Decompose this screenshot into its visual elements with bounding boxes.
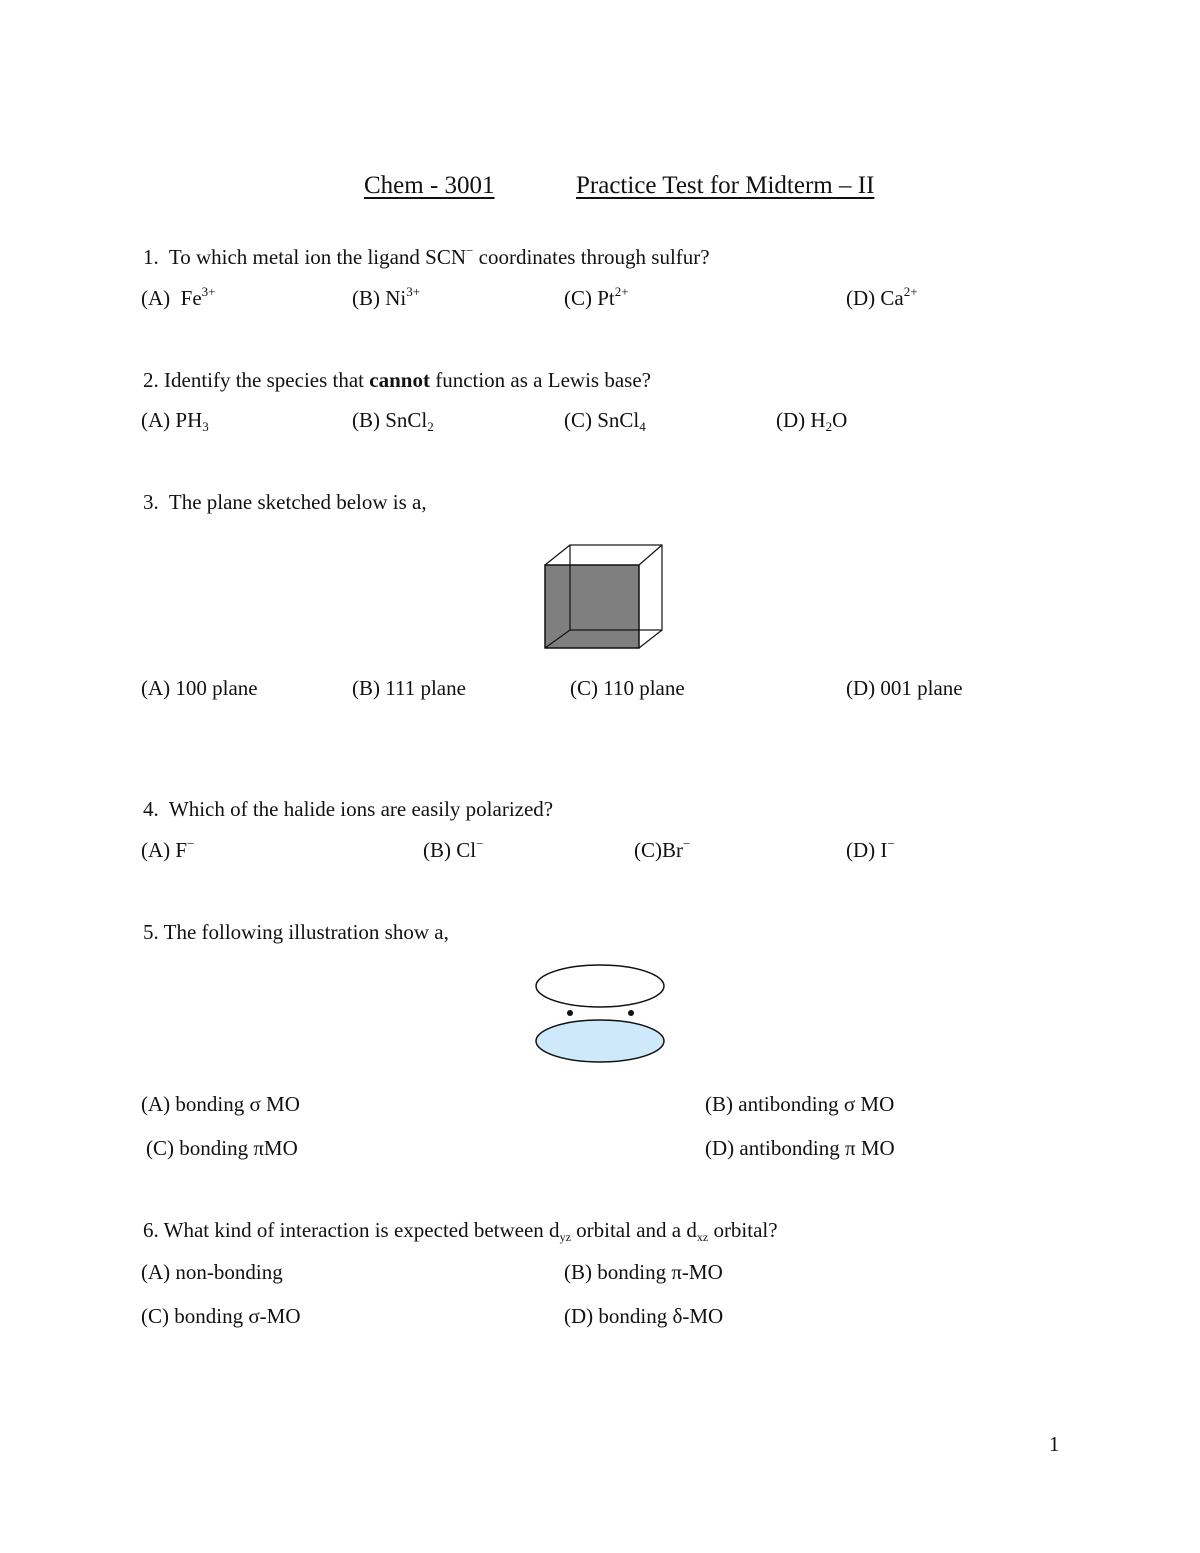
q3-option-b[interactable] <box>352 678 466 699</box>
q1-option-d[interactable] <box>846 284 918 310</box>
subscript: 2 <box>427 419 434 434</box>
question-number: 5. <box>143 920 159 944</box>
option-label: (B) <box>705 1092 733 1116</box>
option-label: (C) <box>564 408 592 432</box>
q3-option-a[interactable] <box>141 678 258 699</box>
question-number: 2. <box>143 368 159 392</box>
question-text: To which metal ion the ligand SCN <box>168 245 467 269</box>
q1-option-a[interactable] <box>141 284 216 310</box>
question-5 <box>143 922 449 943</box>
orbital-lobe-top <box>536 965 664 1007</box>
option-text: bonding π-MO <box>597 1260 723 1284</box>
option-label: (D) <box>705 1136 735 1160</box>
option-label: (B) <box>352 408 380 432</box>
cube-edge <box>545 545 570 565</box>
q2-option-a[interactable] <box>141 408 209 434</box>
option-label: (D) <box>846 286 876 310</box>
option-label: (D) <box>776 408 806 432</box>
charge-superscript: 2+ <box>903 284 918 299</box>
q5-option-d[interactable] <box>705 1138 895 1159</box>
option-label: (A) <box>141 1260 171 1284</box>
option-text: Cl <box>456 838 477 862</box>
option-text: bonding πMO <box>179 1136 298 1160</box>
charge-superscript: − <box>187 836 195 851</box>
cube-edge <box>639 545 662 565</box>
option-label: (A) <box>141 408 171 432</box>
charge-superscript: 2+ <box>614 284 629 299</box>
option-label: (A) <box>141 286 171 310</box>
option-text: Br <box>662 838 683 862</box>
option-text: 111 plane <box>385 676 466 700</box>
question-2 <box>143 370 651 391</box>
orbital-lobe-bottom <box>536 1020 664 1062</box>
option-text: Ni <box>385 286 407 310</box>
cube-plane-figure <box>540 540 670 655</box>
option-text: Pt <box>597 286 615 310</box>
charge-superscript: − <box>683 836 691 851</box>
option-text: PH <box>175 408 203 432</box>
page-title: Practice Test for Midterm – II <box>576 172 875 199</box>
option-text: bonding σ MO <box>175 1092 300 1116</box>
question-number: 3. <box>143 490 159 514</box>
q2-option-b[interactable] <box>352 408 434 434</box>
nucleus-dot-right <box>628 1010 634 1016</box>
option-label: (B) <box>352 286 380 310</box>
q6-option-c[interactable] <box>141 1306 301 1327</box>
q5-option-a[interactable] <box>141 1094 300 1115</box>
q4-option-a[interactable] <box>141 836 195 862</box>
question-text: Identify the species that <box>164 368 370 392</box>
q3-option-d[interactable] <box>846 678 963 699</box>
charge-superscript: 3+ <box>201 284 216 299</box>
orbital-subscript-xz: xz <box>696 1230 709 1244</box>
option-text: H <box>810 408 826 432</box>
emphasis-text: cannot <box>369 368 430 392</box>
option-label: (C) <box>146 1136 174 1160</box>
q6-option-b[interactable] <box>564 1262 723 1283</box>
question-number: 1. <box>143 245 159 269</box>
question-6 <box>143 1218 778 1244</box>
subscript: 3 <box>202 419 209 434</box>
option-text: antibonding σ MO <box>738 1092 895 1116</box>
q4-option-d[interactable] <box>846 836 895 862</box>
question-text: The plane sketched below is a, <box>168 490 427 514</box>
option-text: I <box>880 838 888 862</box>
subscript: 4 <box>639 419 646 434</box>
option-label: (C) <box>570 676 598 700</box>
option-tail: O <box>832 408 848 432</box>
option-label: (B) <box>423 838 451 862</box>
shaded-plane-face <box>545 565 639 648</box>
option-label: (C) <box>141 1304 169 1328</box>
question-text: What kind of interaction is expected between d <box>163 1218 560 1242</box>
q5-option-b[interactable] <box>705 1094 894 1115</box>
option-text: SnCl <box>597 408 640 432</box>
option-text: 100 plane <box>175 676 258 700</box>
option-label: (B) <box>352 676 380 700</box>
q2-option-c[interactable] <box>564 408 646 434</box>
question-1 <box>143 243 710 269</box>
option-text: bonding δ-MO <box>598 1304 724 1328</box>
option-text: 001 plane <box>880 676 963 700</box>
option-label: (B) <box>564 1260 592 1284</box>
cube-edge <box>639 630 662 648</box>
q1-option-b[interactable] <box>352 284 421 310</box>
option-text: F <box>175 838 188 862</box>
option-label: (D) <box>564 1304 594 1328</box>
option-text: SnCl <box>385 408 428 432</box>
option-label: (A) <box>141 838 171 862</box>
q4-option-c[interactable] <box>634 836 691 862</box>
option-text: non-bonding <box>175 1260 283 1284</box>
option-text: bonding σ-MO <box>174 1304 301 1328</box>
question-text-end: coordinates through sulfur? <box>473 245 710 269</box>
question-text-end: function as a Lewis base? <box>429 368 651 392</box>
charge-superscript: − <box>466 243 474 258</box>
orbital-subscript-yz: yz <box>559 1230 571 1244</box>
q4-option-b[interactable] <box>423 836 484 862</box>
option-text: Fe <box>180 286 202 310</box>
q5-option-c[interactable] <box>146 1138 298 1159</box>
option-label: (A) <box>141 676 171 700</box>
question-number: 4. <box>143 797 159 821</box>
question-text: The following illustration show a, <box>163 920 449 944</box>
option-label: (D) <box>846 838 876 862</box>
question-text: Which of the halide ions are easily polarized? <box>168 797 554 821</box>
option-label: (C) <box>634 838 662 862</box>
subscript: 2 <box>825 419 833 434</box>
charge-superscript: − <box>476 836 484 851</box>
charge-superscript: 3+ <box>406 284 421 299</box>
option-text: Ca <box>880 286 904 310</box>
option-label: (A) <box>141 1092 171 1116</box>
page-number: 1 <box>1049 1432 1060 1456</box>
nucleus-dot-left <box>567 1010 573 1016</box>
course-code: Chem - 3001 <box>364 172 495 199</box>
question-4 <box>143 799 553 820</box>
option-text: 110 plane <box>603 676 685 700</box>
question-3 <box>143 492 427 513</box>
q6-option-d[interactable] <box>564 1306 723 1327</box>
q2-option-d[interactable] <box>776 408 848 434</box>
question-number: 6. <box>143 1218 159 1242</box>
question-text-end: orbital? <box>708 1218 778 1242</box>
q6-option-a[interactable] <box>141 1262 283 1283</box>
q3-option-c[interactable] <box>570 678 685 699</box>
option-label: (D) <box>846 676 876 700</box>
charge-superscript: − <box>887 836 895 851</box>
q1-option-c[interactable] <box>564 284 629 310</box>
pi-orbital-figure <box>533 962 668 1067</box>
option-label: (C) <box>564 286 592 310</box>
question-text-mid: orbital and a d <box>570 1218 697 1242</box>
option-text: antibonding π MO <box>739 1136 895 1160</box>
